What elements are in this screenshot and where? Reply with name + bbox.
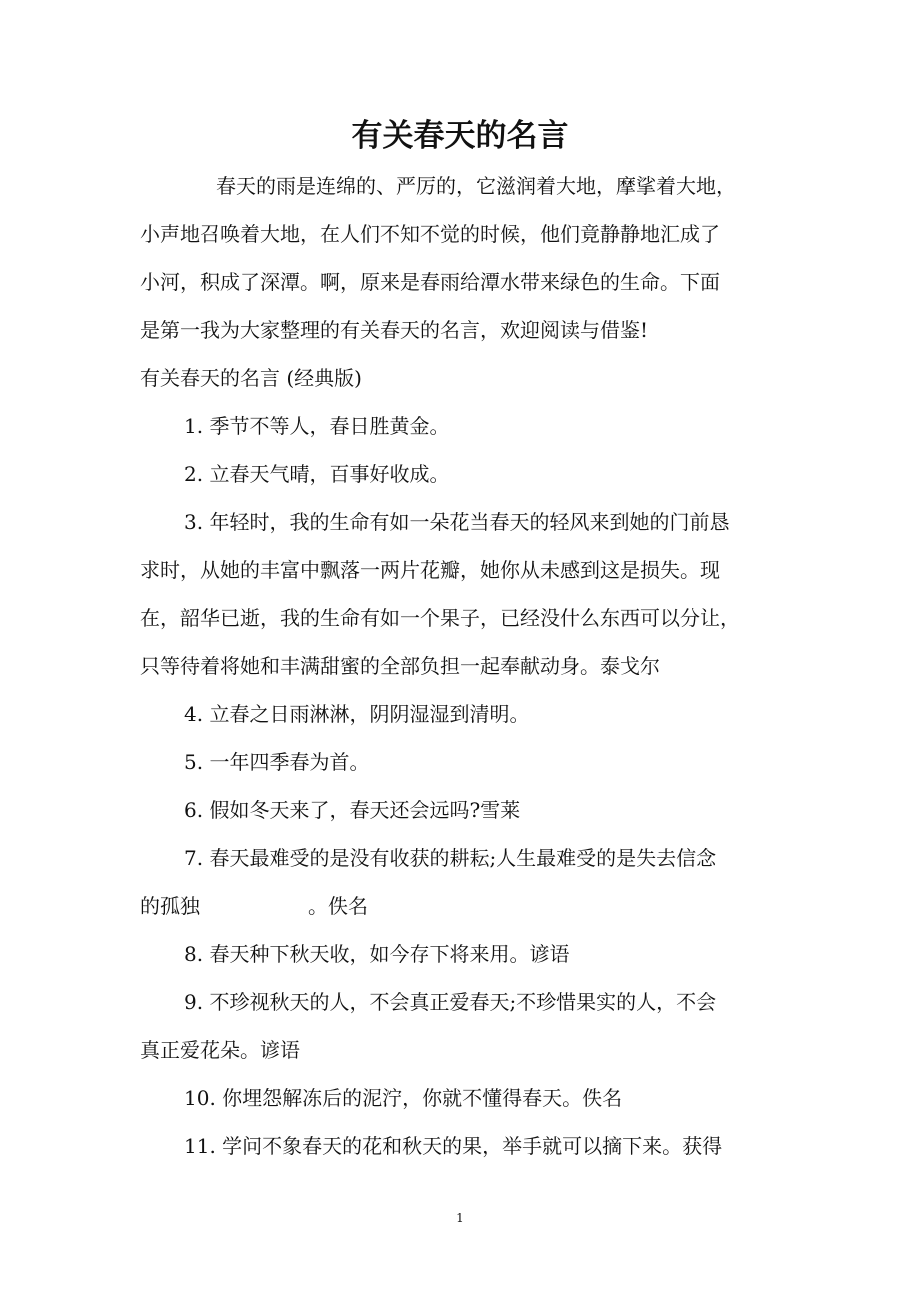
intro-line: 是第一我为大家整理的有关春天的名言，欢迎阅读与借鉴! <box>140 318 649 342</box>
intro-line: 小声地召唤着大地，在人们不知不觉的时候，他们竟静静地汇成了 <box>140 222 720 246</box>
page-number: 1 <box>456 1211 464 1225</box>
quote-item: 11. 学问不象春天的花和秋天的果，举手就可以摘下来。获得 <box>184 1134 723 1158</box>
document-body <box>140 166 785 1174</box>
quote-item: 8. 春天种下秋天收，如今存下将来用。谚语 <box>184 942 570 966</box>
quote-item-continued: 真正爱花朵。谚语 <box>140 1038 300 1062</box>
quote-item-continued <box>140 886 785 934</box>
quote-fragment: 的孤独 <box>140 894 200 918</box>
quote-item: 6. 假如冬天来了，春天还会远吗?雪莱 <box>184 798 521 822</box>
quote-item: 5. 一年四季春为首。 <box>184 750 370 774</box>
quote-item-continued: 求时，从她的丰富中飘落一两片花瓣，她你从未感到这是损失。现 <box>140 558 720 582</box>
quote-item: 1. 季节不等人，春日胜黄金。 <box>184 414 450 438</box>
quote-item: 10. 你埋怨解冻后的泥泞，你就不懂得春天。佚名 <box>184 1086 623 1110</box>
quote-item: 3. 年轻时，我的生命有如一朵花当春天的轻风来到她的门前恳 <box>184 510 730 534</box>
intro-line: 春天的雨是连绵的、严厉的，它滋润着大地，摩挲着大地， <box>216 174 736 198</box>
quote-item-continued: 在，韶华已逝，我的生命有如一个果子，已经没什么东西可以分让， <box>140 606 740 630</box>
quote-item: 4. 立春之日雨淋淋，阴阴湿湿到清明。 <box>184 702 530 726</box>
quote-fragment: 。佚名 <box>308 894 368 918</box>
quote-item: 9. 不珍视秋天的人，不会真正爱春天;不珍惜果实的人，不会 <box>184 990 717 1014</box>
quote-item: 2. 立春天气晴，百事好收成。 <box>184 462 450 486</box>
document-title: 有关春天的名言 <box>351 118 569 154</box>
quote-item: 7. 春天最难受的是没有收获的耕耘;人生最难受的是失去信念 <box>184 846 717 870</box>
intro-line: 小河，积成了深潭。啊，原来是春雨给潭水带来绿色的生命。下面 <box>140 270 720 294</box>
section-heading: 有关春天的名言 (经典版) <box>140 366 362 390</box>
quote-item-continued: 只等待着将她和丰满甜蜜的全部负担一起奉献动身。泰戈尔 <box>140 654 660 678</box>
